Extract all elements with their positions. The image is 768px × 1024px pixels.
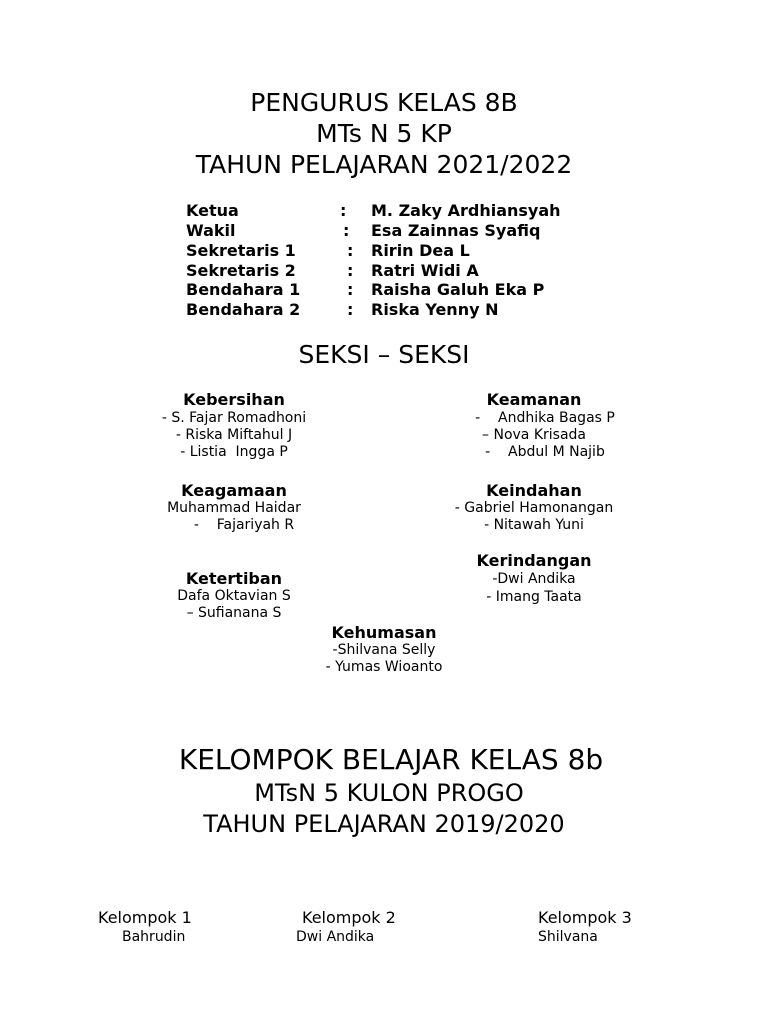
- group-title: Kelompok 3: [538, 908, 632, 927]
- section-member: - Abdul M Najib: [485, 444, 605, 460]
- section-kehumasan-title: Kehumasan: [331, 623, 437, 642]
- officer-role: Wakil: [186, 221, 236, 240]
- section-member: - Andhika Bagas P: [475, 410, 615, 426]
- section-kebersihan-title: Kebersihan: [183, 390, 285, 409]
- officer-name: Raisha Galuh Eka P: [371, 280, 545, 299]
- section-kerindangan-title: Kerindangan: [476, 551, 592, 570]
- section-member: - S. Fajar Romadhoni: [161, 410, 307, 426]
- section-member: – Sufianana S: [186, 605, 282, 621]
- section-member: - Listia Ingga P: [180, 444, 288, 460]
- officer-separator: :: [343, 221, 350, 240]
- officer-separator: :: [347, 261, 354, 280]
- section-member: – Nova Krisada: [482, 427, 586, 443]
- group-member: Dwi Andika: [296, 929, 375, 945]
- section-member: -Shilvana Selly: [332, 642, 436, 658]
- section-member: Muhammad Haidar: [167, 500, 301, 516]
- section-member: - Yumas Wioanto: [325, 659, 443, 675]
- officer-name: Riska Yenny N: [371, 300, 499, 319]
- officer-role: Sekretaris 2: [186, 261, 296, 280]
- officer-name: Ririn Dea L: [371, 241, 470, 260]
- officer-name: Esa Zainnas Syafiq: [371, 221, 541, 240]
- section-member: - Fajariyah R: [193, 517, 295, 533]
- section-ketertiban-title: Ketertiban: [185, 569, 283, 588]
- officer-role: Sekretaris 1: [186, 241, 296, 260]
- officer-name: Ratri Widi A: [371, 261, 479, 280]
- study-title: KELOMPOK BELAJAR KELAS 8b: [178, 743, 604, 776]
- officer-role: Ketua: [186, 201, 239, 220]
- section-member: -Dwi Andika: [492, 571, 576, 587]
- study-year: TAHUN PELAJARAN 2019/2020: [203, 810, 565, 838]
- section-member: - Nitawah Yuni: [484, 517, 584, 533]
- officer-separator: :: [347, 300, 354, 319]
- section-member: - Riska Miftahul J: [175, 427, 293, 443]
- group-title: Kelompok 1: [98, 908, 192, 927]
- officer-separator: :: [347, 280, 354, 299]
- section-keagamaan-title: Keagamaan: [181, 481, 287, 500]
- officer-separator: :: [340, 201, 347, 220]
- officer-role: Bendahara 2: [186, 300, 301, 319]
- group-member: Shilvana: [538, 929, 598, 945]
- section-member: - Imang Taata: [486, 589, 582, 605]
- header-school: MTs N 5 KP: [316, 119, 452, 148]
- group-title: Kelompok 2: [302, 908, 396, 927]
- officer-separator: :: [347, 241, 354, 260]
- header-year: TAHUN PELAJARAN 2021/2022: [195, 150, 573, 179]
- header-title: PENGURUS KELAS 8B: [250, 88, 518, 117]
- section-member: - Gabriel Hamonangan: [454, 500, 614, 516]
- study-school: MTsN 5 KULON PROGO: [254, 779, 524, 807]
- officer-name: M. Zaky Ardhiansyah: [371, 201, 561, 220]
- section-member: Dafa Oktavian S: [177, 588, 291, 604]
- group-member: Bahrudin: [122, 929, 186, 945]
- officer-role: Bendahara 1: [186, 280, 301, 299]
- sections-title: SEKSI – SEKSI: [298, 340, 470, 369]
- section-keindahan-title: Keindahan: [486, 481, 582, 500]
- section-keamanan-title: Keamanan: [486, 390, 582, 409]
